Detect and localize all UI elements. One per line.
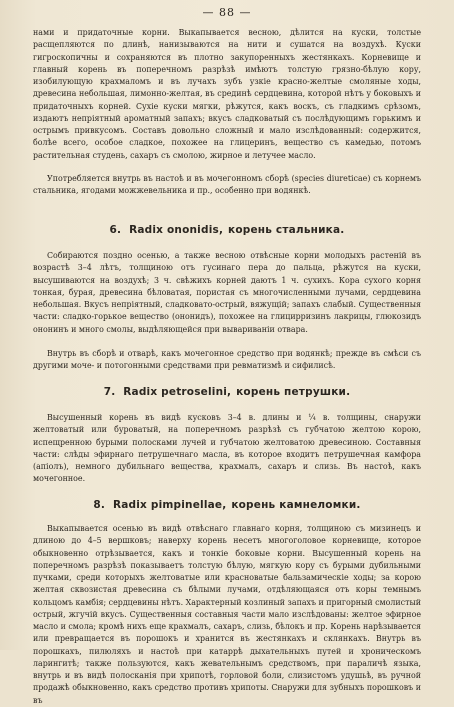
russian-name: корень камнеломки. xyxy=(231,499,361,511)
paragraph-pimpinellae-1: Выкапывается осенью въ видѣ отвѣснаго главнаго корня, толщиною съ мизинецъ и длиною до 4–5 вершковъ; наверху корень несетъ многоголовое корневище, которое обыкновенно отрѣзывается, какъ и тонкіе боковые корни. Высушенный корень на поперечномъ разрѣзѣ показываетъ толстую бѣлую, мягкую кору съ бурыми дубильными пучками, среди которыхъ желтоватые или красноватые бальзамическіе ходы; за корою желтая сквозистая древесина съ бѣлыми лучами, отдѣляющаяся отъ коры темнымъ кольцомъ камбія; сердцевины нѣтъ. Характерный козлиный запахъ и пригорный смолистый острый, жгучій вкусъ. Существенныя составныя части мало изслѣдованы: желтое эфирное масло и смола; кромѣ нихъ еще крахмалъ, сахаръ, слизь, бѣлокъ и пр. Корень нарѣзывается или превращается въ порошокъ и хранится въ жестянкахъ и склянкахъ. Внутрь въ порошкахъ, пилюляхъ и настоѣ при катаррѣ дыхательныхъ путей и хроническомъ ларингитѣ; также пользуются, какъ жевательнымъ средствомъ, при параличѣ языка, внутрь и въ видѣ полосканія при хрипотѣ, горловой боли, слизистомъ удушьѣ, въ ручной продажѣ обыкновенно, какъ средство противъ хрипоты. Снаружи для зубныхъ порошковъ и въ xyxy=(33,524,421,705)
latin-name: Radix pimpinellae, xyxy=(112,499,227,511)
russian-name: корень стальника. xyxy=(228,224,345,236)
section-number: 7. xyxy=(103,386,116,398)
paragraph-ononidis-1: Собираются поздно осенью, а также весною отвѣсные корни молодыхъ растеній въ возрастѣ 3–4 лѣтъ, толщиною отъ гусинаго пера до пальца, рѣжутся на куски, высушиваются на воздухѣ; 3 ч. свѣжихъ корней даютъ 1 ч. сухихъ. Кора сухого корня тонкая, бурая, древесина бѣловатая, пористая съ многочисленными лучами, сердцевина небольшая. Вкусъ непріятный, сладковато-острый, вяжущій; запахъ слабый. Существенныя части: сладко-горькое вещество (ононидъ), похожее на глицирризинъ лакрицы, глюкозидъ ононинъ и много смолы, выдѣляющейся при вывариваніи отвара. xyxy=(33,251,421,334)
section-number: 8. xyxy=(93,499,106,511)
latin-name: Radix ononidis, xyxy=(129,224,224,236)
paragraph-intro-2: Употребляется внутрь въ настоѣ и въ мочегонномъ сборѣ (species diureticae) съ корнемъ стальника, ягодами можжевельника и пр., особенно при водянкѣ. xyxy=(33,174,421,196)
page-number: — 88 — xyxy=(202,6,252,19)
paragraph-intro-1: нами и придаточные корни. Выкапывается весною, дѣлится на куски, толстые расщепляются по длинѣ, нанизываются на нити и сушатся на воздухѣ. Куски гигроскопичны и сохраняются въ плотно закупоренныхъ жестянкахъ. Корневище и главный корень въ поперечномъ разрѣзѣ имѣютъ толстую грязно-бѣлую кору, изобилующую крахмаломъ и въ лучахъ зубъ узкіе красно-желтые смоляные ходы, древесина небольшая, лимонно-желтая, въ срединѣ сердцевина, которой нѣтъ у боковыхъ и придаточныхъ корней. Сухіе куски мягки, рѣжутся, какъ воскъ, съ гладкимъ срѣзомъ, издаютъ непріятный ароматный запахъ; вкусъ сладковатый съ послѣдующимъ горькимъ и острымъ привкусомъ. Составъ довольно сложный и мало изслѣдованный: содержится, болѣе всего, особое сладкое, похожее на глицеринъ, вещество съ камедью, потомъ растительная студень, сахаръ съ смолою, жирное и летучее масло. xyxy=(33,28,421,160)
section-heading-petroselini xyxy=(0,386,454,398)
section-number: 6. xyxy=(109,224,122,236)
russian-name: корень петрушки. xyxy=(236,386,351,398)
paragraph-petroselini-1: Высушенный корень въ видѣ кусковъ 3–4 в. длины и ¼ в. толщины, снаружи желтоватый или буроватый, на поперечномъ разрѣзѣ съ губчатою желтою корою, испещренною бурыми полосками лучей и губчатою желтоватою древесиною. Составныя части: слѣды эфирнаго петрушечнаго масла, въ которое входитъ петрушечная камфора (апіолъ), немного дубильнаго вещества, крахмалъ, сахаръ и слизь. Въ настоѣ, какъ мочегонное. xyxy=(33,413,421,484)
paragraph-ononidis-2: Внутрь въ сборѣ и отварѣ, какъ мочегонное средство при водянкѣ; прежде въ смѣси съ другими моче- и потогонными средствами при ревматизмѣ и сифилисѣ. xyxy=(33,349,421,371)
section-heading-ononidis xyxy=(0,224,454,236)
latin-name: Radix petroselini, xyxy=(123,386,232,398)
section-heading-pimpinellae xyxy=(0,499,454,511)
